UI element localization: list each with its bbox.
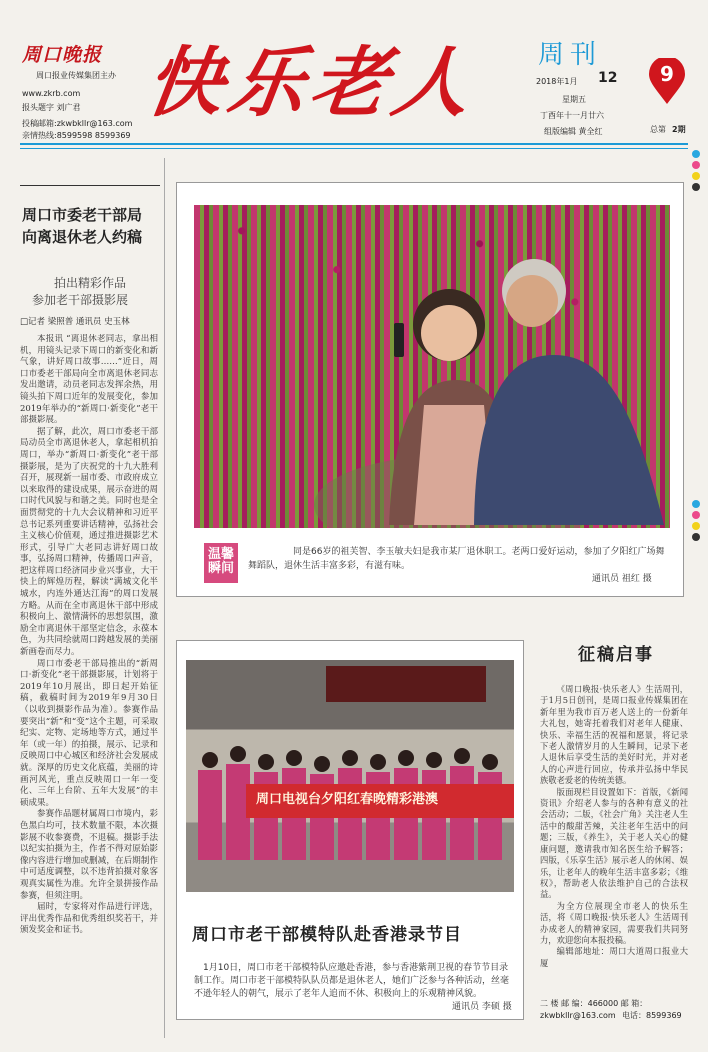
group-figures — [186, 660, 514, 892]
phone-icon — [394, 323, 404, 357]
notice-paragraph: 编辑部地址：周口大道周口报业大厦 — [540, 946, 688, 968]
byline: □记者 梁照普 通讯员 史玉林 — [20, 317, 130, 327]
hotline: 亲情热线:8599598 8599369 — [22, 131, 131, 140]
left-headline-line-2: 向离退休老人约稿 — [22, 228, 143, 246]
photo-tag — [204, 543, 238, 583]
notice-email[interactable]: zkwbkllr@163.com — [540, 1011, 616, 1020]
notice-paragraph: 版面现栏目设置如下：首版，《新闻资讯》介绍老人参与的各种有意义的社会活动；二版，《社会广角》关注老人生活中的酸甜苦辣，关注老年生活中的问题；三版，《养生》，关于老人关心的健康问题，邀请我市知名医生给予解答；四版，《乐享生活》展示老人的休闲、娱乐，让老年人的晚年生活丰富多彩；《维权》，帮助老人依法维护自己的合法权益。 — [540, 786, 688, 900]
group-banner-text: 周口电视台夕阳红春晚精彩港澳 — [256, 792, 439, 807]
issue-number: 2期 — [672, 125, 686, 134]
notice-phone: 电话：8599369 — [622, 1011, 682, 1020]
lunar-date: 丁酉年十一月廿六 — [540, 111, 604, 120]
left-headline — [22, 204, 142, 248]
notice-body — [540, 684, 688, 996]
notice-paragraph: 《周口晚报·快乐老人》生活周刊，于1月5日创刊，是周口报业传媒集团在新年里为我市百万老人送上的一份新年大礼包，她寄托着我们对老年人健康、快乐、幸福生活的祝福和愿景，将记录下老人激情岁月的人生瞬间，记录下老人退休后享受生活的美好时光，并对老人的心声进行回应，传承并弘扬中华民族敬老爱老的传统美德。 — [540, 684, 688, 786]
header-rule-thin — [20, 148, 688, 149]
notice-email-label: 二 楼 邮 编：466000 邮 箱： — [540, 999, 648, 1008]
paper-logo: 周口晚报 — [22, 44, 103, 66]
website[interactable]: www.zkrb.com — [22, 89, 81, 98]
top-photo-credit: 通讯员 祖红 摄 — [592, 574, 652, 584]
paragraph: 届时，专家将对作品进行评选，评出优秀作品和优秀组织奖若干，并颁发奖金和证书。 — [20, 902, 158, 936]
email-line: 投稿邮箱:zkwbkllr@163.com — [22, 119, 133, 128]
date-day: 12 — [598, 70, 618, 86]
notice-paragraph: 为全方位展现全市老人的快乐生活，将《周口晚报·快乐老人》生活周刊办成老人的精神家园，需要我们共同努力，欢迎您向本报投稿。 — [540, 900, 688, 945]
left-subhead-line-2: 参加老干部摄影展 — [32, 293, 129, 307]
hk-group-photo — [186, 660, 514, 892]
bottom-photo-caption: 1月10日，周口市老干部模特队应邀赴香港，参与香港紫荆卫视的春节节目录制工作。周口市老干部模特队队员都是退休老人，她们广泛参与各种活动，丝毫不逊年轻人的朝气，展示了老年人追而不休、积极向上的乐观精神风貌。 — [194, 963, 510, 999]
column-divider — [164, 158, 165, 1038]
weekly-label: 周刊 — [538, 40, 603, 70]
weekday: 星期五 — [562, 95, 586, 104]
editor-line: 报头题字 刘广君 — [22, 103, 81, 112]
layout-editor: 组版编辑 黄全红 — [544, 127, 603, 136]
bottom-photo-credit: 通讯员 李硕 摄 — [452, 1002, 512, 1012]
top-photo-caption: 同是66岁的祖芙智、李玉敏夫妇是我市某厂退休职工。老两口爱好运动，参加了夕阳红广场舞舞蹈队，退休生活丰富多彩，有滋有味。 — [248, 547, 665, 571]
left-subhead — [32, 275, 128, 309]
left-article-body — [20, 334, 158, 1038]
left-headline-line-1: 周口市委老干部局 — [22, 206, 143, 224]
issue-label: 总第 — [650, 125, 666, 134]
masthead-title: 快乐老人 — [140, 38, 482, 127]
page-number: 9 — [660, 62, 674, 86]
color-marks-top — [692, 150, 700, 191]
left-subhead-line-1: 拍出精彩作品 — [54, 276, 127, 290]
bottom-headline: 周口市老干部模特队赴香港录节目 — [192, 925, 462, 945]
photo-tag-line-1: 温馨 — [207, 547, 234, 562]
article-top-rule — [20, 185, 160, 186]
paragraph: 本报讯 “离退休老同志，拿出相机，用镜头记录下周口的新变化和新气象，讲好周口故事……”近日，周口市委老干部局向全市离退休老同志发出邀请，动员老同志发挥余热，用镜头拍下周口近年的发展变化，参加2019年举办的“新周口·新变化”老干部摄影展。 — [20, 334, 158, 426]
photo-tag-line-2: 瞬间 — [207, 561, 234, 576]
couple-tulip-photo — [194, 205, 670, 528]
paragraph: 参赛作品题材属周口市境内，彩色黑白均可，技术数量不限，本次摄影展不收参赛费，不退稿。摄影手法以纪实拍摄为主，作者不得对原始影像内容进行增加或删减，在后期制作中可适度调整，以不违背拍摄对象客观真实属性为准。允许全景拼接作品参赛，但须注明。 — [20, 809, 158, 901]
paragraph: 据了解，此次，周口市委老干部局动员全市离退休老人，拿起相机拍周口，举办“新周口·新变化”老干部摄影展，是为了庆祝党的十九大胜利召开，展现新一届市委、市政府成立以来取得的建设成果，展示奋进的周口时代风貌与和谐之美。同时也是全面贯彻党的十九大会议精神和习近平总书记系列重要讲话精神，弘扬社会主义核心价值观，通过推进摄影艺术形式，引导广大老同志讲好周口故事，弘扬周口精神，传播周口声音，把这样周口经济同步业兴事业，大干快上的辉煌历程，解读“满城文化半城水，内连外通达江海”的周口发展方略。从而在全市离退休干部中形成积极向上、激情满怀的思想氛围，激励全市离退休干部坚定信念，永葆本色，为共同绘就周口跨越发展的美丽新画卷而尽力。 — [20, 426, 158, 658]
publisher: 周口报业传媒集团主办 — [36, 71, 116, 80]
couple-figures — [194, 205, 670, 528]
date-year-month: 2018年1月 — [536, 77, 578, 86]
color-marks-middle — [692, 500, 700, 541]
header-rule — [20, 143, 688, 145]
notice-title: 征稿启事 — [578, 645, 654, 665]
paragraph: 周口市委老干部局推出的“新周口·新变化”老干部摄影展，计划将于2019年10月展出，即日起开始征稿，截稿时间为2019年9月30日（以收到摄影作品为准）。参赛作品要突出“新”和“变”这个主题，可采取纪实、定物、定场地等方式，通过半年（或一年）的拍摄，展示、记录和反映周口中心城区和经济社会发展成就。深厚的历史文化底蕴，美丽的诗画河风光，重点反映周口一年一变化、三年上台阶、五年大发展”的丰硕成果。 — [20, 658, 158, 808]
